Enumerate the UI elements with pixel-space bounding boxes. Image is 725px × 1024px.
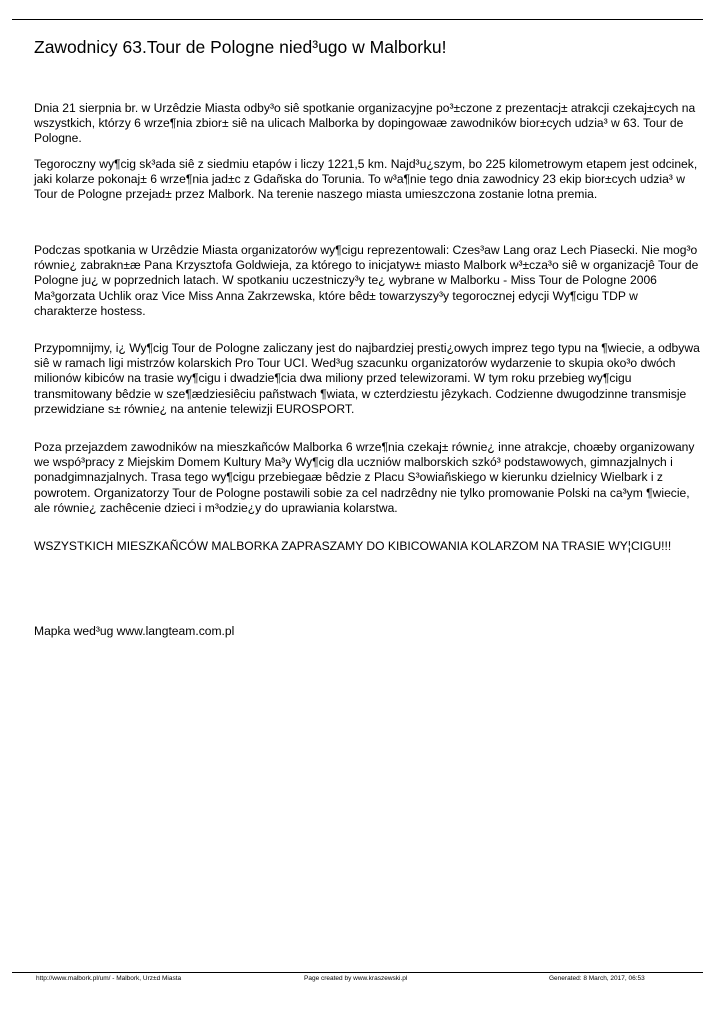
- footer-source: http://www.malbork.pl/um/ - Malbork, Urz±d Miasta: [36, 975, 182, 982]
- header-divider: [12, 19, 703, 20]
- paragraph-map-credit: Mapka wed³ug www.langteam.com.pl: [34, 624, 235, 638]
- paragraph-invitation: WSZYSTKICH MIESZKAÑCÓW MALBORKA ZAPRASZAMY DO KIBICOWANIA KOLARZOM NA TRASIE WY¦CIGU!!!: [34, 539, 672, 553]
- paragraph-stages: Tegoroczny wy¶cig sk³ada siê z siedmiu etapów i liczy 1221,5 km. Najd³u¿szym, bo 225 kilometrowym etapem jest odcinek, jaki kolarze pokonaj± 6 wrze¶nia jad±c z Gdañska do Torunia. To w³a¶nie tego dnia zawodnicy 23 ekip bior±cych udzia³ w Tour de Pologne przejad± przez Malbork. Na terenie naszego miasta umieszczona zostanie lotna premia.: [34, 157, 698, 202]
- footer-divider: [12, 972, 703, 973]
- paragraph-organizers: Podczas spotkania w Urzêdzie Miasta organizatorów wy¶cigu reprezentowali: Czes³aw Lang oraz Lech Piasecki. Nie mog³o równie¿ zabrakn±æ Pana Krzysztofa Goldwieja, za którego to inicjatyw± miasto Malbork w³±cza³o siê w organizacjê Tour de Pologne ju¿ w poprzednich latach. W spotkaniu uczestniczy³y te¿ wybrane w Malborku - Miss Tour de Pologne 2006 Ma³gorzata Uchlik oraz Vice Miss Anna Zakrzewska, które bêd± towarzyszy³y tegorocznej edycji Wy¶cigu TDP w charakterze hostess.: [34, 243, 699, 318]
- paragraph-meeting: Dnia 21 sierpnia br. w Urzêdzie Miasta odby³o siê spotkanie organizacyjne po³±czone z prezentacj± atrakcji czekaj±cych na wszystkich, którzy 6 wrze¶nia zbior± siê na ulicach Malborka by dopingowaæ zawodników bior±cych udzia³ w 63. Tour de Pologne.: [34, 101, 696, 146]
- page-title: Zawodnicy 63.Tour de Pologne nied³ugo w Malborku!: [34, 37, 447, 57]
- footer-generated: Generated: 8 March, 2017, 06:53: [549, 975, 645, 982]
- paragraph-prestige: Przypomnijmy, i¿ Wy¶cig Tour de Pologne zaliczany jest do najbardziej presti¿owych imprez tego typu na ¶wiecie, a odbywa siê w ramach ligi mistrzów kolarskich Pro Tour UCI. Wed³ug szacunku organizatorów wydarzenie to skupia oko³o dwóch milionów kibiców na trasie wy¶cigu i dwadzie¶cia dwa miliony przed telewizorami. W tym roku przebieg wy¶cigu transmitowany bêdzie w sze¶ædziesiêciu pañstwach ¶wiata, w czterdziestu jêzykach. Codzienne dwugodzinne transmisje przewidziane s± równie¿ na antenie telewizji EUROSPORT.: [34, 341, 700, 416]
- paragraph-attractions: Poza przejazdem zawodników na mieszkañców Malborka 6 wrze¶nia czekaj± równie¿ inne atrakcje, choæby organizowany we wspó³pracy z Miejskim Domem Kultury Ma³y Wy¶cig dla uczniów malborskich szkó³ podstawowych, gimnazjalnych i ponadgimnazjalnych. Trasa tego wy¶cigu przebiegaæ bêdzie z Placu S³owiañskiego w kierunku dzielnicy Wielbark i z powrotem. Organizatorzy Tour de Pologne postawili sobie za cel nadrzêdny nie tylko promowanie Polski na ca³ym ¶wiecie, ale równie¿ zachêcenie dzieci i m³odzie¿y do uprawiania kolarstwa.: [34, 440, 695, 515]
- footer-created-by: Page created by www.kraszewski.pl: [304, 975, 408, 982]
